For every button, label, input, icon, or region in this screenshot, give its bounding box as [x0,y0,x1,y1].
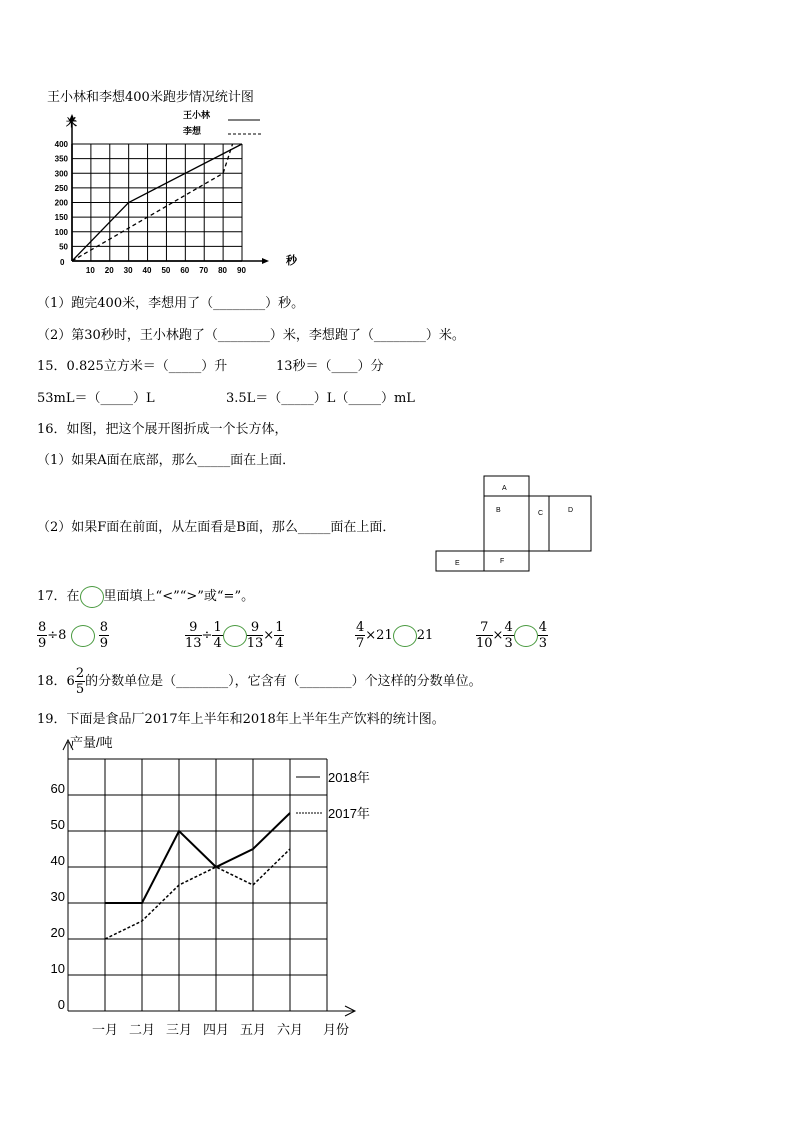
chart2 [30,728,400,1048]
chart2-xtick: 二月 [128,1022,156,1037]
q15-a: 15．0.825立方米＝（_____）升 [37,359,228,374]
chart2-grid [51,740,355,1037]
chart1-xtick: 10 [85,266,95,274]
chart1-xtick: 80 [218,266,228,274]
chart1-xtick: 70 [199,266,209,274]
face-f: F [500,558,505,565]
chart1-legend-li: 李想 [183,126,202,136]
chart1-ytick: 350 [54,154,68,164]
chart2-xtick: 四月 [202,1022,230,1037]
chart2-ytick: 10 [50,961,65,976]
chart2-xtick: 五月 [239,1022,267,1037]
chart2-ytick: 50 [50,817,65,832]
chart2-ytick: 60 [50,781,65,796]
chart2-series-2017年 [105,849,290,939]
compare-circle[interactable] [80,586,104,608]
chart2-xtick: 三月 [165,1022,193,1037]
chart1-ytick: 400 [54,140,68,149]
q15-c: 53mL＝（_____）L [37,391,155,406]
chart1-ytick: 300 [54,169,68,179]
face-e: E [455,560,460,567]
chart1-xlabel: 秒 [286,255,297,267]
chart2-xlabel: 月份 [323,1022,350,1037]
cuboid-net [430,470,595,575]
chart2-legend-2017: 2017年 [328,806,370,821]
chart1-legend-wang: 王小林 [183,110,211,120]
compare-circle-1[interactable] [71,625,95,647]
chart1-xtick: 40 [142,266,152,274]
face-d: D [568,507,574,514]
chart1-xtick: 20 [104,266,114,274]
chart2-xtick: 六月 [276,1022,304,1037]
chart2-legend-2018: 2018年 [328,770,370,785]
chart1-ytick: 250 [54,183,68,193]
chart2-ytick: 40 [50,853,65,868]
q16-p2: （2）如果F面在前面，从左面看是B面，那么_____面在上面． [37,520,396,535]
q17-stem: 17．在 里面填上“<”“>”或“=”。 [37,585,254,608]
chart1-ytick: 200 [54,198,68,208]
chart2-xtick: 一月 [91,1022,119,1037]
chart1-xtick: 60 [180,266,190,274]
chart1-xtick: 0 [60,258,65,267]
compare-circle-2[interactable] [223,625,247,647]
chart2-marks [105,813,290,939]
chart2-ytick: 0 [57,997,65,1012]
q17-expr2: $\frac{9}{13}$ ÷ $\frac{1}{4}$ $\frac{9}{13}$ × $\frac{1}{4}$ [185,620,284,651]
chart1-xtick: 90 [237,266,246,274]
chart1-ytick: 150 [54,213,68,223]
chart1-ytick: 50 [59,242,68,252]
chart1-title: 王小林和李想400米跑步情况统计图 [47,90,254,105]
q16-p1: （1）如果A面在底部，那么_____面在上面． [37,453,296,468]
chart1-xtick: 30 [123,266,133,274]
q16-stem: 16．如图，把这个展开图折成一个长方体， [37,422,288,437]
face-c: C [538,510,544,517]
q19-stem: 19．下面是食品厂2017年上半年和2018年上半年生产饮料的统计图。 [37,712,445,727]
q15-d: 3.5L＝（_____）L（_____）mL [226,391,415,406]
face-a: A [502,485,507,492]
compare-circle-4[interactable] [514,625,538,647]
chart2-series-2018年 [105,813,290,903]
chart1-xtick: 50 [161,266,171,274]
chart2-ylabel: 产量/吨 [70,735,113,750]
chart2-ytick: 30 [50,889,65,904]
chart1-ylabel: 米 [66,117,77,129]
q18: 18．6 $\frac{2}{5}$ 的分数单位是（________），它含有（________）个这样的分数单位。 [37,666,482,697]
q17-expr4: $\frac{7}{10}$ × $\frac{4}{3}$ $\frac{4}{3}$ [476,620,548,651]
q14-p2: （2）第30秒时，王小林跑了（________）米，李想跑了（________）米。 [37,328,465,343]
chart1 [40,104,310,274]
chart1-ytick: 100 [54,227,68,237]
q15-b: 13秒＝（____）分 [276,359,384,374]
face-b: B [496,507,501,514]
compare-circle-3[interactable] [393,625,417,647]
q17-expr1: $\frac{8}{9}$ ÷8 $\frac{8}{9}$ [38,620,109,651]
q17-expr3: $\frac{4}{7}$ ×21 21 [356,620,434,651]
chart2-ytick: 20 [50,925,65,940]
q14-p1: （1）跑完400米，李想用了（________）秒。 [37,296,305,311]
chart1-grid [55,114,269,274]
